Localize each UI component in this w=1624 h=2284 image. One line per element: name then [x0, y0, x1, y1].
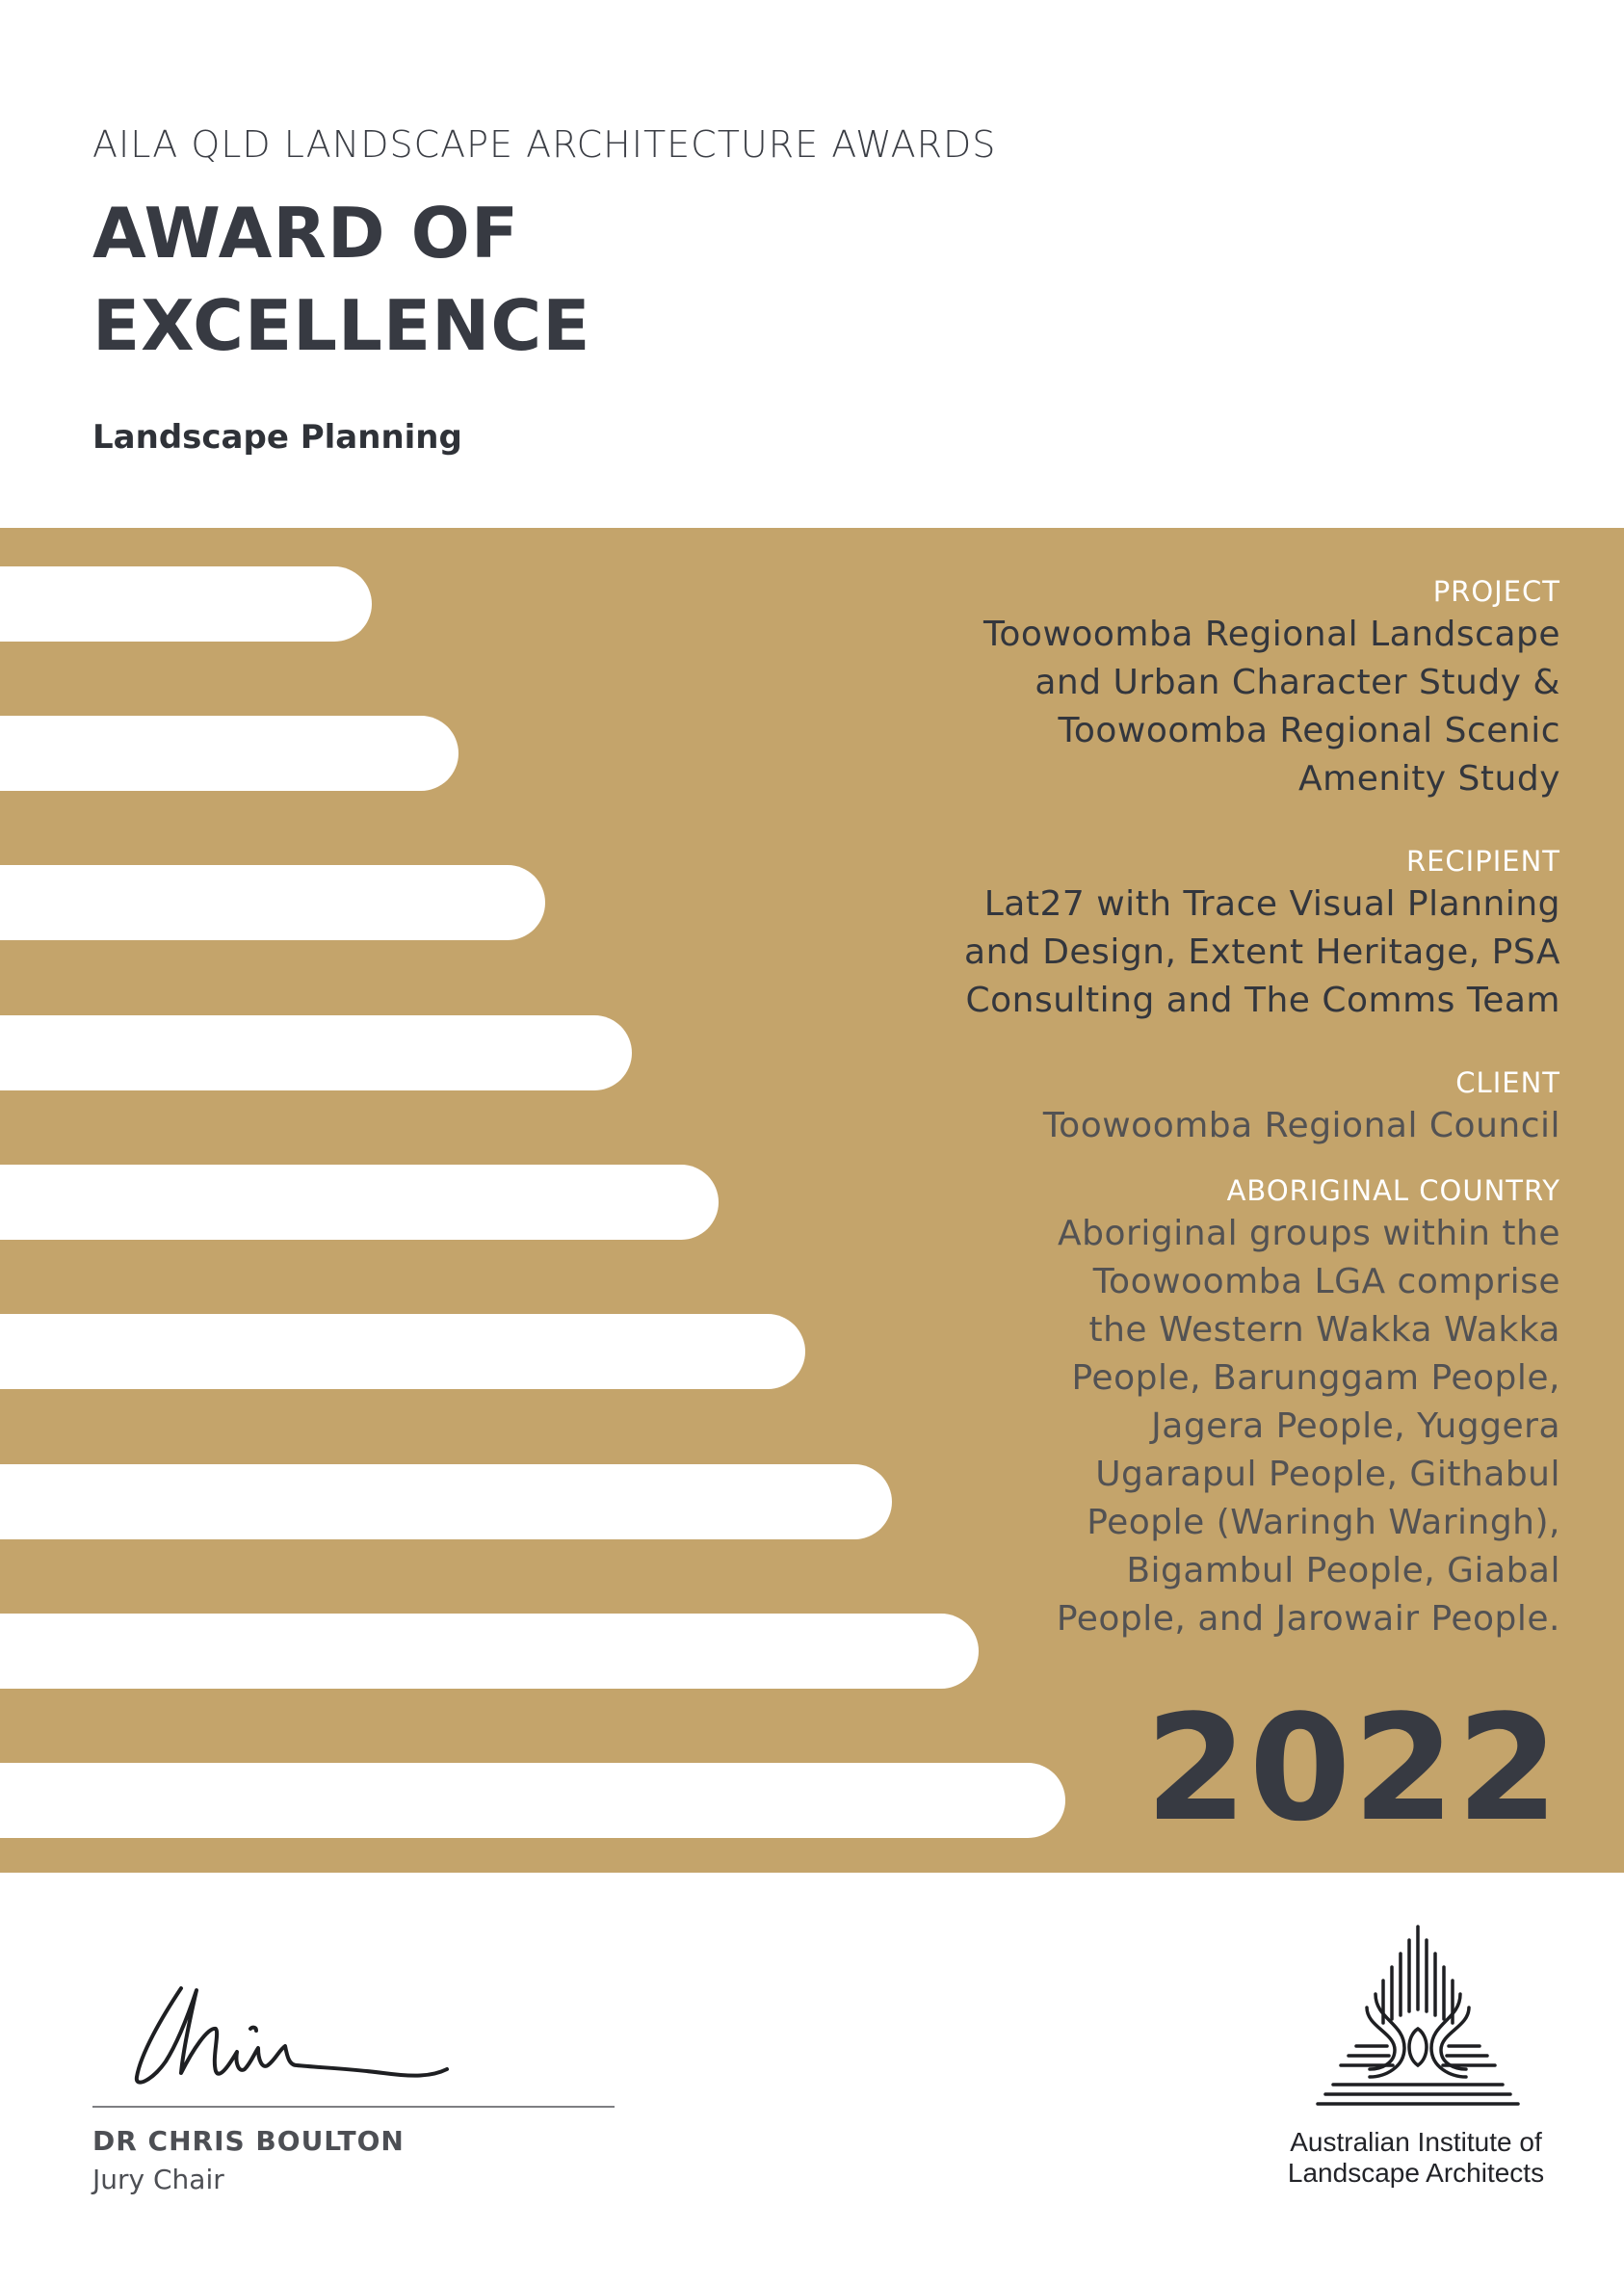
gold-band: [0, 528, 1624, 1873]
aila-logo-icon: [1312, 1923, 1524, 2115]
signatory-role: Jury Chair: [92, 2164, 224, 2195]
project-line: Amenity Study: [1298, 759, 1560, 799]
country-label: ABORIGINAL COUNTRY: [1226, 1174, 1560, 1207]
country-line: the Western Wakka Wakka: [1088, 1310, 1560, 1350]
stripe-6: [0, 1314, 805, 1389]
country-line: Ugarapul People, Githabul: [1095, 1455, 1560, 1494]
recipient-line: Lat27 with Trace Visual Planning: [983, 884, 1560, 924]
stripe-4: [0, 1015, 632, 1090]
recipient-label: RECIPIENT: [1405, 845, 1560, 878]
recipient-line: Consulting and The Comms Team: [965, 981, 1560, 1020]
recipient-name: [828, 880, 1560, 1025]
signatory-name: DR CHRIS BOULTON: [92, 2125, 405, 2157]
project-line: Toowoomba Regional Landscape: [983, 615, 1560, 654]
award-details: [828, 572, 1560, 1643]
recipient-line: and Design, Extent Heritage, PSA: [964, 932, 1560, 972]
country-line: Jagera People, Yuggera: [1151, 1406, 1560, 1446]
organisation-name-line-2: Landscape Architects: [1287, 2158, 1545, 2188]
organisation-name-line-1: Australian Institute of: [1290, 2127, 1542, 2157]
country-line: People (Waringh Waringh),: [1087, 1503, 1560, 1542]
stripe-9: [0, 1763, 1065, 1838]
award-category: Landscape Planning: [92, 418, 462, 457]
country-line: People, and Jarowair People.: [1056, 1599, 1560, 1639]
country-line: Toowoomba LGA comprise: [1092, 1262, 1560, 1301]
awards-program-title: AILA QLD LANDSCAPE ARCHITECTURE AWARDS: [92, 123, 997, 166]
project-name: [828, 611, 1560, 803]
award-title-line-2: EXCELLENCE: [92, 285, 591, 366]
award-title: [92, 187, 1248, 372]
aboriginal-country-text: [828, 1210, 1560, 1643]
stripe-5: [0, 1165, 719, 1240]
signature-icon: [123, 1969, 470, 2094]
signature-line: [92, 2106, 615, 2108]
stripe-3: [0, 865, 545, 940]
client-label: CLIENT: [1455, 1066, 1560, 1099]
stripe-2: [0, 716, 458, 791]
country-line: Bigambul People, Giabal: [1126, 1551, 1560, 1590]
country-line: Aboriginal groups within the: [1058, 1214, 1560, 1253]
organisation-name: [1252, 2127, 1580, 2189]
project-line: and Urban Character Study &: [1035, 663, 1560, 702]
project-line: Toowoomba Regional Scenic: [1058, 711, 1560, 750]
client-name: Toowoomba Regional Council: [1042, 1106, 1560, 1145]
project-label: PROJECT: [1432, 575, 1560, 608]
header: [92, 116, 1248, 457]
stripe-1: [0, 566, 372, 642]
country-line: People, Barunggam People,: [1071, 1358, 1560, 1398]
stripe-7: [0, 1464, 892, 1539]
award-title-line-1: AWARD OF: [92, 193, 520, 274]
award-year: 2022: [1144, 1683, 1560, 1853]
